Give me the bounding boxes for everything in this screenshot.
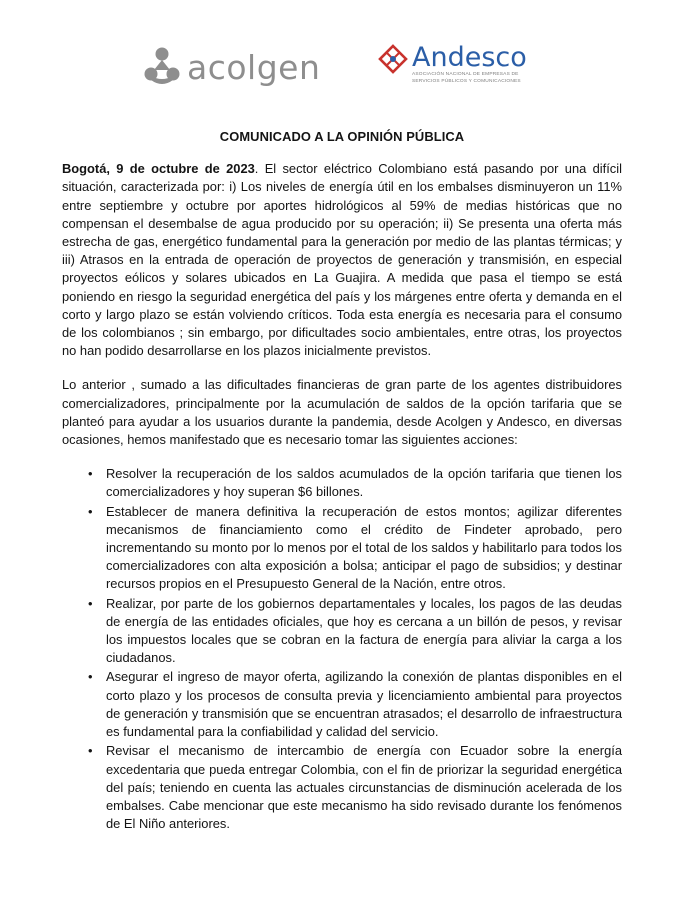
context-paragraph: Lo anterior , sumado a las dificultades financieras de gran parte de los agentes distribuidores comercializadores, principalmente por la acumulación de saldos de la opción tarifaria que se planteó para ayudar a los usuarios durante la pandemia, desde Acolgen y Andesco, en diversas ocasiones, hemos manifestado que es necesario tomar las siguientes acciones:	[62, 377, 622, 448]
list-item-text: Establecer de manera definitiva la recuperación de estos montos; agilizar diferentes mecanismos de financiamiento como el crédito de Findeter aprobado, pero incrementando su monto por lo menos por el total de los saldos y habilitarlo para todos los comercializadores con alta exposición a bolsa; anticipar el pago de subsidios; y destinar recursos propios en el Presupuesto General de la Nación, entre otros.	[106, 503, 622, 592]
list-item	[62, 668, 622, 741]
bullet-icon: •	[88, 669, 93, 685]
bullet-icon: •	[88, 466, 93, 482]
andesco-subtitle-line2: SERVICIOS PÚBLICOS Y COMUNICACIONES	[412, 79, 521, 84]
andesco-emblem-icon	[378, 44, 408, 74]
bullet-icon: •	[88, 503, 93, 519]
list-item	[62, 465, 622, 501]
list-item-text: Realizar, por parte de los gobiernos departamentales y locales, los pagos de las deudas de energía de las entidades oficiales, que hoy es cercana a un billón de pesos, y revisar los impuestos locales que se cobran en la factura de energía para aliviar la carga a los ciudadanos.	[106, 595, 622, 666]
acolgen-emblem-icon	[143, 46, 181, 88]
list-item	[62, 742, 622, 833]
list-item-text: Revisar el mecanismo de intercambio de energía con Ecuador sobre la energía excedentaria que pueda entregar Colombia, con el fin de priorizar la seguridad energética del país; teniendo en cuenta las actuales circunstancias de disminución acelerada de los embalses. Cabe mencionar que este mecanismo ha sido revisado durante los fenómenos de El Niño anteriores.	[106, 743, 622, 832]
acolgen-wordmark: acolgen	[187, 47, 321, 87]
bullet-icon: •	[88, 743, 93, 759]
acolgen-logo	[143, 46, 320, 88]
intro-paragraph-text: . El sector eléctrico Colombiano está pasando por una difícil situación, caracterizada por: i) Los niveles de energía útil en los embalses disminuyeron un 11% entre septiembre y octubre por aportes hidrológicos al 59% de medias históricas que no compensan el desembalse de agua producido por su operación; ii) Se presenta una oferta más estrecha de gas, energético fundamental para la generación por medio de las plantas térmicas; y iii) Atrasos en la entrada de operación de proyectos de generación y transmisión, en especial proyectos eólicos y solares ubicados en La Guajira. A medida que pasa el tiempo se está poniendo en riesgo la seguridad energética del país y los márgenes entre oferta y demanda en el corto y largo plazo se están volviendo críticos. Toda esta energía es necesaria para el consumo de los colombianos ; sin embargo, por dificultades socio ambientales, entre otras, los proyectos no han podido desarrollarse en los plazos inicialmente previstos.	[62, 161, 622, 359]
list-item-text: Asegurar el ingreso de mayor oferta, agilizando la conexión de plantas disponibles en el corto plazo y los procesos de consulta previa y licenciamiento ambiental para proyectos de generación y transmisión que se encuentran atrasados; el desarrollo de infraestructura es fundamental para la confiabilidad y calidad del servicio.	[106, 669, 622, 740]
andesco-logo	[378, 44, 527, 85]
list-item	[62, 503, 622, 594]
document-body	[62, 128, 622, 834]
bullet-icon: •	[88, 595, 93, 611]
list-item-text: Resolver la recuperación de los saldos acumulados de la opción tarifaria que tienen los comercializadores y hoy superan $6 billones.	[106, 466, 622, 500]
date-line: Bogotá, 9 de octubre de 2023	[62, 161, 255, 177]
document-title: COMUNICADO A LA OPINIÓN PÚBLICA	[219, 129, 465, 144]
letterhead	[0, 0, 683, 110]
actions-list	[62, 465, 622, 833]
intro-paragraph	[62, 160, 622, 360]
andesco-subtitle-line1: ASOCIACIÓN NACIONAL DE EMPRESAS DE	[412, 72, 519, 77]
list-item	[62, 595, 622, 668]
andesco-wordmark: Andesco	[412, 42, 527, 73]
